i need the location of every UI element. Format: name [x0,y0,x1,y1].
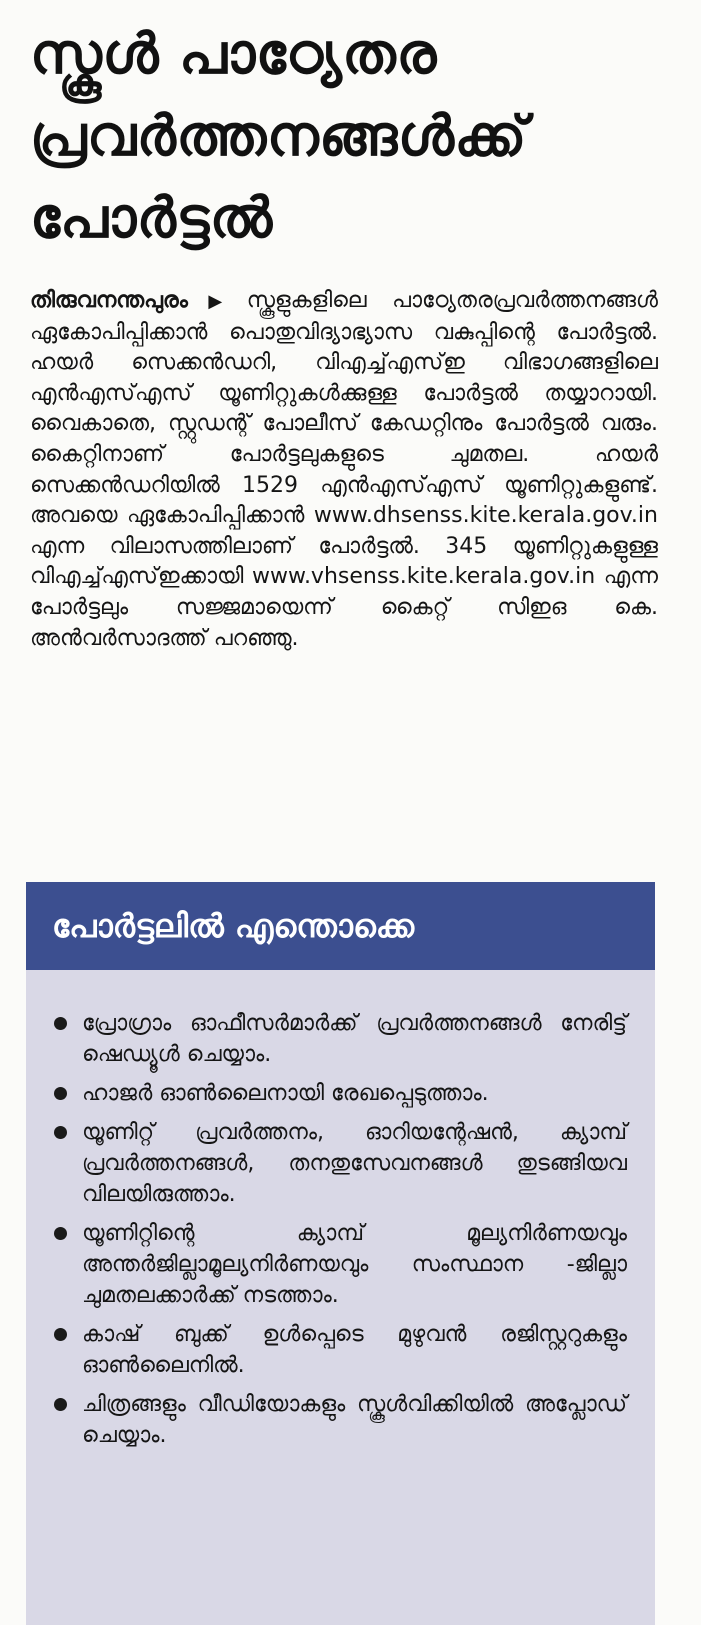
bullet-icon [54,1328,67,1341]
list-item-text: കാഷ് ബുക്ക് ഉൾപ്പെടെ മുഴുവൻ രജിസ്റ്ററുകളും ഓൺലൈനിൽ. [82,1322,627,1378]
list-item [50,1389,627,1451]
headline-line-3: പോർട്ടൽ [30,186,273,251]
bullet-icon [54,1087,67,1100]
bullet-icon [54,1398,67,1411]
story-text: സ്കൂളുകളിലെ പാഠ്യേതരപ്രവർത്തനങ്ങൾ ഏകോപിപ്പിക്കാൻ പൊതുവിദ്യാഭ്യാസ വകുപ്പിന്റെ പോർട്ടൽ. ഹയർ സെക്കൻഡറി, വിഎച്ച്എസ്ഇ വിഭാഗങ്ങളിലെ എൻഎസ്എസ് യൂണിറ്റുകൾക്കുള്ള പോർട്ടൽ തയ്യാറായി. വൈകാതെ, സ്റ്റുഡന്റ് പോലീസ് കേഡറ്റിനും പോർട്ടൽ വരും. കൈറ്റിനാണ് പോർട്ടലുകളുടെ ചുമതല. ഹയർ സെക്കൻഡറിയിൽ 1529 എൻഎസ്എസ് യൂണിറ്റുകളുണ്ട്. അവയെ ഏകോപിപ്പിക്കാൻ www.dhsenss.kite.kerala.gov.in എന്ന വിലാസത്തിലാണ് പോർട്ടൽ. 345 യൂണിറ്റുകളുള്ള വിഎച്ച്എസ്ഇക്കായി www.vhsenss.kite.kerala.gov.in എന്ന പോർട്ടലും സജ്ജമായെന്ന് കൈറ്റ് സിഇഒ കെ. അൻവർസാദത്ത് പറഞ്ഞു. [30,288,659,651]
bullet-icon [54,1017,67,1030]
info-box-list [26,970,655,1451]
list-item [50,1218,627,1311]
list-item-text: യൂണിറ്റ് പ്രവർത്തനം, ഓറിയന്റേഷൻ, ക്യാമ്പ് പ്രവർത്തനങ്ങൾ, തനതുസേവനങ്ങൾ തുടങ്ങിയവ വിലയിരുത്താം. [82,1120,627,1207]
bullet-icon [54,1126,67,1139]
story-body [30,286,658,654]
list-item-text: യൂണിറ്റിന്റെ ക്യാമ്പ് മൂല്യനിർണയവും അന്തർജില്ലാമൂല്യനിർണയവും സംസ്ഥാന -ജില്ലാ ചുമതലക്കാർക്ക് നടത്താം. [82,1221,627,1308]
list-item [50,1319,627,1381]
headline-line-2: പ്രവർത്തനങ്ങൾക്ക് [30,104,527,169]
info-box-title: പോർട്ടലിൽ എന്തൊക്കെ [26,882,655,970]
list-item-text: ഹാജർ ഓൺലൈനായി രേഖപ്പെടുത്താം. [82,1081,489,1106]
list-item [50,1008,627,1070]
headline-line-1: സ്കൂൾ പാഠ്യേതര [30,22,437,87]
play-arrow-icon: ▶ [189,291,241,312]
headline [30,14,680,260]
list-item [50,1078,627,1109]
bullet-icon [54,1227,67,1240]
list-item [50,1117,627,1210]
dateline: തിരുവനന്തപുരം [30,288,188,313]
info-box [26,882,655,1625]
list-item-text: പ്രോഗ്രാം ഓഫീസർമാർക്ക് പ്രവർത്തനങ്ങൾ നേരിട്ട് ഷെഡ്യൂൾ ചെയ്യാം. [82,1011,627,1067]
list-item-text: ചിത്രങ്ങളും വീഡിയോകളും സ്കൂൾവിക്കിയിൽ അപ്ലോഡ് ചെയ്യാം. [82,1392,627,1448]
